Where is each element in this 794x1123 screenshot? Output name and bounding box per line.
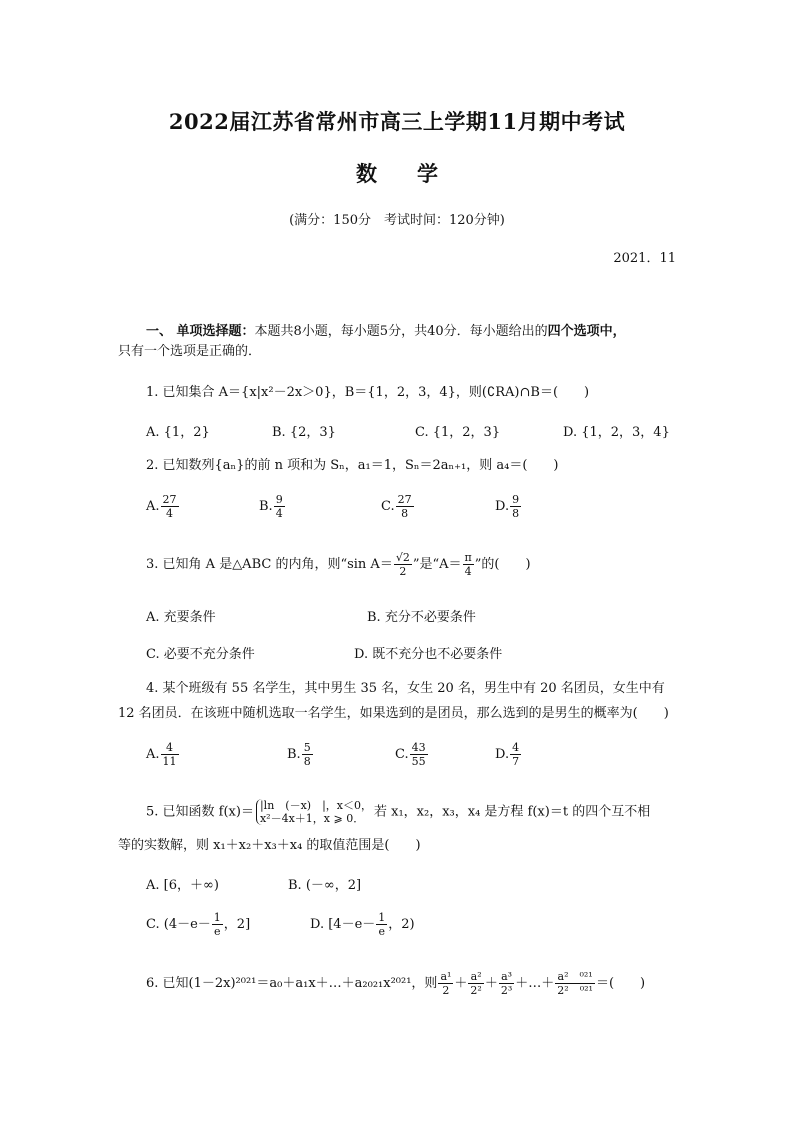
q3-fraction-1 — [394, 551, 412, 578]
q6-dots: ＋…＋ — [515, 976, 555, 991]
q2-d-den: 8 — [512, 507, 520, 520]
q2-option-d — [495, 493, 522, 520]
q6-f1-num: a¹ — [440, 970, 452, 983]
section-intro-lead: 一、 单项选择题： — [146, 324, 255, 339]
q6-f2-den: 2² — [470, 984, 482, 997]
q3-option-b: B. 充分不必要条件 — [367, 610, 476, 625]
q2-b-num: 9 — [275, 493, 283, 506]
q1-option-c: C. {1，2，3} — [415, 425, 501, 440]
q4-option-b-label: B. — [287, 747, 301, 762]
exam-date: 2021．11 — [613, 251, 676, 266]
q6-f1-den: 2 — [442, 984, 450, 997]
question-4-line-2: 12 名团员．在该班中随机选取一名学生，如果选到的是团员，那么选到的是男生的概率为( ) — [118, 706, 669, 721]
q6-f4-num: a² ⁰²¹ — [555, 970, 595, 984]
q4-option-a — [146, 741, 180, 768]
q5-d-den: e — [378, 925, 386, 938]
q2-option-b-label: B. — [259, 499, 273, 514]
q5-c-fraction — [212, 911, 223, 938]
q4-option-d-label: D. — [495, 747, 510, 762]
q5-option-c — [146, 911, 250, 938]
question-5-line-1 — [146, 799, 650, 825]
q4-c-den: 55 — [411, 755, 426, 768]
q4-option-d — [495, 741, 522, 768]
q2-option-c — [381, 493, 415, 520]
q4-d-den: 7 — [512, 755, 520, 768]
q4-option-b — [287, 741, 314, 768]
q6-f3-num: a³ — [499, 970, 514, 984]
q5-piecewise — [256, 799, 372, 825]
section-intro-tail: 只有一个选项是正确的． — [118, 344, 262, 359]
q4-a-num: 4 — [161, 741, 179, 755]
q6-fraction-1 — [438, 970, 453, 997]
exam-title: 2022届江苏省常州市高三上学期11月期中考试 — [168, 109, 626, 134]
section-intro — [118, 322, 678, 362]
q3-stem-a: 3. 已知角 A 是△ABC 的内角，则“sin A＝ — [146, 557, 393, 572]
q5-d-b: ，2) — [388, 917, 415, 932]
q4-option-c-label: C. — [395, 747, 409, 762]
q5-d-fraction — [376, 911, 387, 938]
q6-f4-den: 2² ⁰²¹ — [557, 984, 593, 997]
q2-option-d-fraction — [510, 493, 521, 520]
question-6-stem: 6. 已知(1－2x)²⁰²¹＝a₀＋a₁x＋…＋a₂₀₂₁x²⁰²¹，则 $\frac{\text{a¹}}{2}$ ＋ $\frac{\text{a²}}{\text{2²}}$ ＋ $\frac{\text{a³}}{\text{2³}}$ ＋…＋ $\frac{\text{a² ⁰²¹}}{\text{2² ⁰²¹}}$ ＝( ) — [146, 970, 646, 997]
q2-option-d-label: D. — [495, 499, 510, 514]
q5-option-a: A. [6，＋∞) — [146, 878, 219, 893]
q2-option-c-fraction — [396, 493, 414, 520]
q2-option-b-fraction — [274, 493, 285, 520]
q2-b-den: 4 — [275, 507, 283, 520]
q5-d-a: D. [4－e－ — [310, 917, 376, 932]
q2-option-b — [259, 493, 286, 520]
q5-c-num: 1 — [213, 911, 221, 924]
q3-option-c: C. 必要不充分条件 — [146, 647, 255, 662]
q3-f2-num: π — [464, 551, 472, 564]
subject-heading: 数学 — [356, 161, 478, 186]
q3-f2-den: 4 — [464, 565, 472, 578]
q5-piece-1: |ln (－x) |，x＜0， — [259, 799, 372, 812]
q5-d-num: 1 — [378, 911, 386, 924]
question-1-stem: 1. 已知集合 A＝{x|x²－2x＞0}，B＝{1，2，3，4}，则(∁RA)∩B＝( ) — [146, 385, 590, 400]
q4-option-b-fraction — [302, 741, 313, 768]
q2-c-den: 8 — [401, 507, 409, 520]
q4-a-den: 11 — [162, 755, 177, 768]
question-5-line-2: 等的实数解，则 x₁＋x₂＋x₃＋x₄ 的取值范围是( ) — [118, 838, 421, 853]
q4-c-num: 43 — [411, 741, 426, 754]
q2-c-num: 27 — [397, 493, 412, 506]
q6-stem-b: ＝( ) — [595, 976, 646, 991]
q2-option-c-label: C. — [381, 499, 395, 514]
q6-f2-num: a² — [468, 970, 483, 984]
q5-piece-2: x²－4x＋1，x ⩾ 0． — [259, 812, 365, 825]
q2-a-num: 27 — [162, 493, 177, 506]
q6-fraction-3 — [499, 970, 514, 997]
q3-fraction-2 — [463, 551, 474, 578]
q5-c-b: ，2] — [223, 917, 251, 932]
q5-c-den: e — [214, 925, 221, 938]
q2-option-a-fraction — [161, 493, 179, 520]
exam-meta: (满分：150分 考试时间：120分钟) — [289, 213, 505, 228]
q1-option-b: B. {2，3} — [272, 425, 336, 440]
question-4-line-1: 4. 某个班级有 55 名学生，其中男生 35 名，女生 20 名，男生中有 20 名团员，女生中有 — [146, 681, 665, 696]
q5-stem-b: 若 x₁，x₂，x₃，x₄ 是方程 f(x)＝t 的四个互不相 — [373, 804, 651, 820]
q2-option-a — [146, 493, 180, 520]
q3-option-a: A. 充要条件 — [146, 610, 216, 625]
q1-option-d: D. {1，2，3，4} — [563, 425, 670, 440]
q2-d-num: 9 — [512, 493, 520, 506]
section-intro-rest: 本题共8小题，每小题5分，共40分．每小题给出的 — [254, 324, 548, 339]
q5-option-d — [310, 911, 415, 938]
section-intro-mid: 四个选项中， — [547, 324, 626, 339]
q6-fraction-4 — [555, 970, 595, 997]
q4-d-num: 4 — [512, 741, 520, 754]
q4-b-den: 8 — [303, 755, 311, 768]
q4-option-c — [395, 741, 429, 768]
q3-stem-b: ”是“A＝ — [412, 557, 462, 572]
question-3-stem — [146, 551, 531, 578]
q5-stem-a: 5. 已知函数 f(x)＝ — [146, 804, 254, 820]
q3-stem-c: ”的( ) — [474, 557, 531, 572]
q1-option-a: A. {1，2} — [146, 425, 210, 440]
q5-option-b: B. (－∞，2] — [288, 878, 362, 893]
q4-option-a-fraction — [161, 741, 179, 768]
q6-f3-den: 2³ — [500, 984, 513, 997]
q2-option-a-label: A. — [146, 499, 160, 514]
q6-fraction-2 — [468, 970, 483, 997]
question-2-stem: 2. 已知数列{aₙ}的前 n 项和为 Sₙ，a₁＝1，Sₙ＝2aₙ₊₁，则 a₄＝( ) — [146, 458, 559, 473]
q3-option-d: D. 既不充分也不必要条件 — [354, 647, 503, 662]
q6-stem-a: 6. 已知(1－2x)²⁰²¹＝a₀＋a₁x＋…＋a₂₀₂₁x²⁰²¹，则 — [146, 976, 438, 991]
q4-option-a-label: A. — [146, 747, 160, 762]
q4-option-d-fraction — [510, 741, 521, 768]
q2-a-den: 4 — [166, 507, 174, 520]
q3-f1-den: 2 — [399, 565, 407, 578]
q5-c-a: C. (4－e－ — [146, 917, 211, 932]
q3-f1-num: √2 — [395, 551, 410, 564]
q4-option-c-fraction — [410, 741, 428, 768]
q4-b-num: 5 — [303, 741, 311, 754]
